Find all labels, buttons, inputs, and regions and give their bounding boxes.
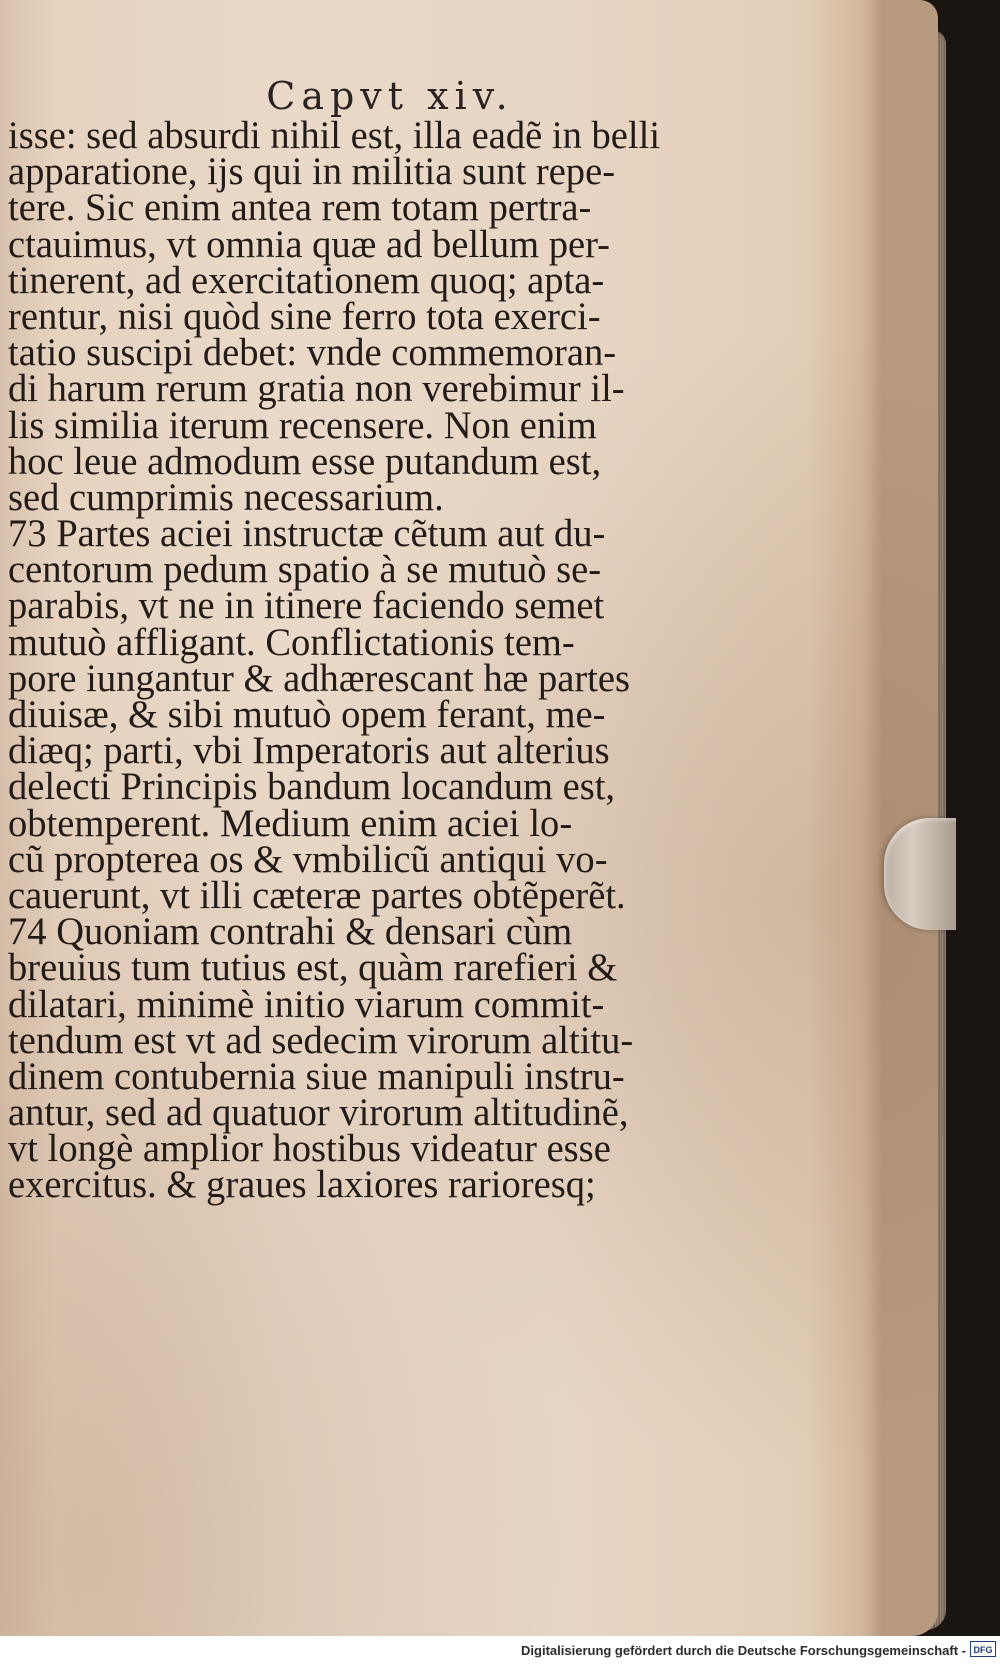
text-line: cũ propterea os & vmbilicũ antiqui vo- bbox=[8, 837, 608, 881]
text-line: tendum est vt ad sedecim virorum altitu- bbox=[8, 1018, 634, 1062]
text-line: hoc leue admodum esse putandum est, bbox=[8, 439, 602, 483]
text-line: di harum rerum gratia non verebimur il- bbox=[8, 367, 625, 411]
text-line: isse: sed absurdi nihil est, illa eadẽ in belli bbox=[8, 114, 661, 157]
text-line: breuius tum tutius est, quàm rarefieri & bbox=[8, 946, 618, 990]
text-line: exercitus. & graues laxiores rarioresq; bbox=[8, 1163, 596, 1207]
digitization-footer bbox=[0, 1636, 1000, 1664]
text-line: dilatari, minimè initio viarum commit- bbox=[8, 982, 605, 1026]
text-line: tinerent, ad exercitationem quoq; apta- bbox=[8, 258, 605, 302]
text-line: cauerunt, vt illi cæteræ partes obtẽperẽt. bbox=[8, 873, 626, 917]
text-line: tere. Sic enim antea rem totam pertra- bbox=[8, 186, 592, 230]
text-line: tatio suscipi debet: vnde commemoran- bbox=[8, 331, 617, 375]
text-line: lis similia iterum recensere. Non enim bbox=[8, 403, 597, 447]
text-line: sed cumprimis necessarium. bbox=[8, 475, 444, 519]
text-line: 74 Quoniam contrahi & densari cùm bbox=[8, 910, 573, 954]
text-line: delecti Principis bandum locandum est, bbox=[8, 765, 616, 809]
text-line: centorum pedum spatio à se mutuò se- bbox=[8, 548, 602, 592]
text-line: apparatione, ijs qui in militia sunt repe- bbox=[8, 150, 616, 194]
text-line: parabis, vt ne in itinere faciendo semet bbox=[8, 584, 605, 628]
text-line: 73 Partes aciei instructæ cẽtum aut du- bbox=[8, 512, 606, 556]
text-line: rentur, nisi quòd sine ferro tota exerci- bbox=[8, 294, 601, 338]
text-line: diæq; parti, vbi Imperatoris aut alterius bbox=[8, 729, 610, 773]
text-line: obtemperent. Medium enim aciei lo- bbox=[8, 801, 573, 845]
text-line: diuisæ, & sibi mutuò opem ferant, me- bbox=[8, 693, 606, 736]
running-head: Capvt xiv. bbox=[266, 74, 514, 118]
text-line: ctauimus, vt omnia quæ ad bellum per- bbox=[8, 222, 611, 266]
text-line: antur, sed ad quatuor virorum altitudinẽ, bbox=[8, 1091, 629, 1135]
text-line: pore iungantur & adhærescant hæ partes bbox=[8, 656, 631, 700]
body-text bbox=[8, 114, 878, 1207]
text-line: vt longè amplior hostibus videatur esse bbox=[8, 1127, 611, 1171]
book-clasp bbox=[884, 818, 956, 930]
text-line: dinem contubernia siue manipuli instru- bbox=[8, 1054, 625, 1098]
text-line: mutuò affligant. Conflictationis tem- bbox=[8, 620, 575, 664]
funding-credit: Digitalisierung gefördert durch die Deutsche Forschungsgemeinschaft - bbox=[521, 1643, 966, 1658]
dfg-logo-icon: DFG bbox=[970, 1641, 996, 1657]
